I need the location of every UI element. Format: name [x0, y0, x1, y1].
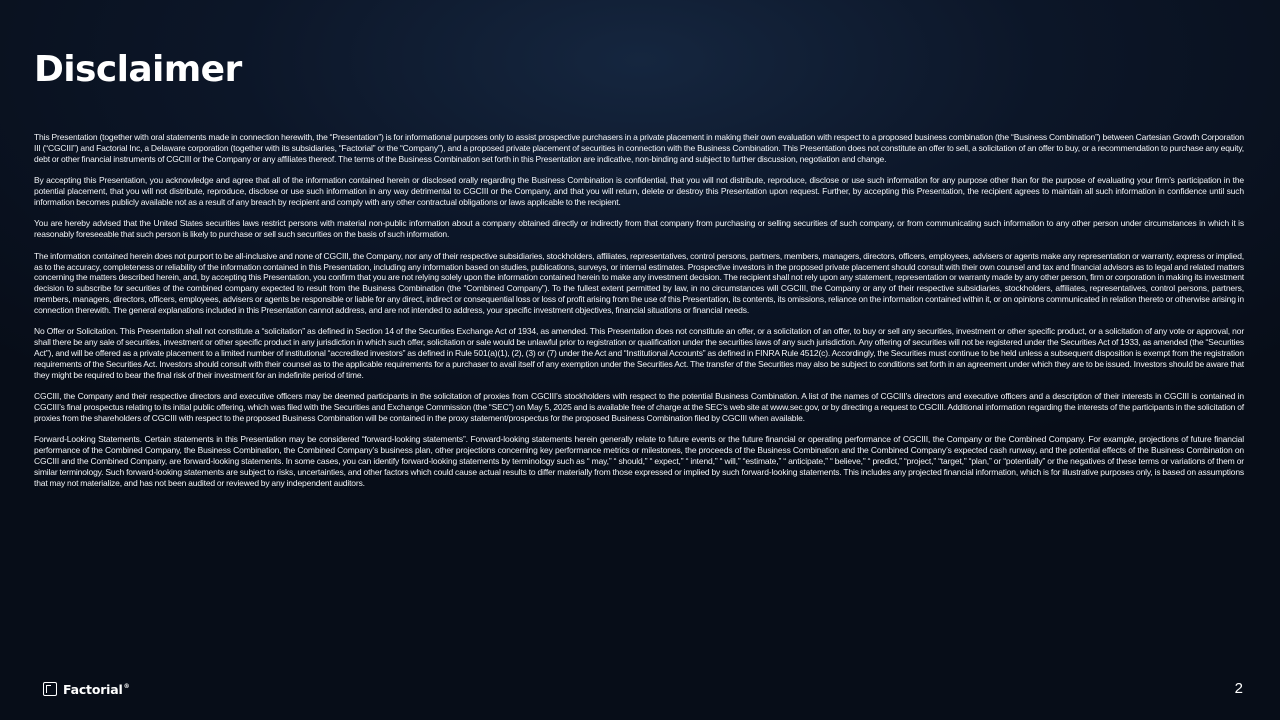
logo-text — [63, 682, 129, 697]
page-number: 2 — [1234, 680, 1243, 697]
paragraph-intro: This Presentation (together with oral statements made in connection herewith, the “Presentation”) is for informational purposes only to assist prospective purchasers in a private placement in making their own evaluation with respect to a proposed business combination (the “Business Combination”) between Cartesian Growth Corporation III (“CGCIII”) and Factorial Inc, a Delaware corporation (together with its subsidiaries, “Factorial” or the “Company”), and a proposed private placement of securities in connection with the Business Combination. This Presentation does not constitute an offer to sell, a solicitation of an offer to buy, or a recommendation to purchase any equity, debt or other financial instruments of CGCIII or the Company or any affiliates thereof. The terms of the Business Combination set forth in this Presentation are indicative, non-binding and subject to further discussion, negotiation and change. — [34, 132, 1244, 164]
registered-mark: ® — [123, 683, 130, 691]
paragraph-no-offer: No Offer or Solicitation. This Presentation shall not constitute a “solicitation” as defined in Section 14 of the Securities Exchange Act of 1934, as amended. This Presentation does not constitute an offer, or a solicitation of an offer, to buy or sell any securities, investment or other specific product, or a solicitation of any vote or approval, nor shall there be any sale of securities, investment or other specific product in any jurisdiction in which such offer, solicitation or sale would be unlawful prior to registration or qualification under the securities laws of any such jurisdiction. Any offering of securities will not be registered under the Securities Act of 1933, as amended (the “Securities Act”), and will be offered as a private placement to a limited number of institutional “accredited investors” as defined in Rule 501(a)(1), (2), (3) or (7) under the Act and “Institutional Accounts” as defined in FINRA Rule 4512(c). Accordingly, the Securities must continue to be held unless a subsequent disposition is exempt from the registration requirements of the Securities Act. Investors should consult with their counsel as to the applicable requirements for a purchaser to avail itself of any exemption under the Securities Act. The transfer of the Securities may also be subject to conditions set forth in an agreement under which they are to be issued. Investors should be aware that they might be required to bear the final risk of their investment for an indefinite period of time. — [34, 326, 1244, 380]
paragraph-forward-looking: Forward-Looking Statements. Certain statements in this Presentation may be considered “forward-looking statements”. Forward-looking statements herein generally relate to future events or the future financial or operating performance of CGCIII, the Company or the Combined Company. For example, projections of future financial performance of the Combined Company, the Business Combination, the Combined Company’s business plan, other projections concerning key performance metrics or milestones, the proceeds of the Business Combination and the Combined Company’s expected cash runway, and the potential effects of the Business Combination on CGCIII and the Combined Company, are forward-looking statements. In some cases, you can identify forward-looking statements by terminology such as “ may,” “ should,” “ expect,” “ intend,” “ will,” “estimate,” “ anticipate,” “ believe,” “ predict,” “project,” “target,” “plan,” or “potentially” or the negatives of these terms or variations of them or similar terminology. Such forward-looking statements are subject to risks, uncertainties, and other factors which could cause actual results to differ materially from those expressed or implied by such forward-looking statements. This includes any projected financial information, which is for illustrative purposes only, is based on assumptions that may not materialize, and has not been audited or reviewed by any independent auditors. — [34, 434, 1244, 488]
paragraph-participants: CGCIII, the Company and their respective directors and executive officers may be deemed participants in the solicitation of proxies from CGCIII’s stockholders with respect to the potential Business Combination. A list of the names of CGCIII’s directors and executive officers and a description of their interests in CGCIII is contained in CGCIII’s final prospectus relating to its initial public offering, which was filed with the Securities and Exchange Commission (the “SEC”) on May 5, 2025 and is available free of charge at the SEC’s web site at www.sec.gov, or by directing a request to CGCIII. Additional information regarding the interests of the participants in the solicitation of proxies from the shareholders of CGCIII with respect to the proposed Business Combination will be contained in the proxy statement/prospectus for the proposed Business Combination filed by CGCIII when available. — [34, 391, 1244, 423]
page-title: Disclaimer — [34, 49, 242, 90]
factorial-logo-icon — [43, 682, 57, 696]
paragraph-securities-laws: You are hereby advised that the United States securities laws restrict persons with material non-public information about a company obtained directly or indirectly from that company from purchasing or selling securities of such company, or from communicating such information to any other person under circumstances in which it is reasonably foreseeable that such person is likely to purchase or sell such securities on the basis of such information. — [34, 218, 1244, 240]
disclaimer-body — [34, 132, 1244, 499]
paragraph-no-representation: The information contained herein does not purport to be all-inclusive and none of CGCIII, the Company, nor any of their respective subsidiaries, stockholders, affiliates, representatives, control persons, partners, members, managers, directors, officers, employees, advisers or agents make any representation or warranty, express or implied, as to the accuracy, completeness or reliability of the information contained in this Presentation, including any information based on studies, publications, surveys, or internal estimates. Prospective investors in the proposed private placement should consult with their own counsel and tax and financial advisors as to legal and related matters concerning the matters described herein, and, by accepting this Presentation, you confirm that you are not relying solely upon the information contained herein to make any investment decision. The recipient shall not rely upon any statement, representation or warranty made by any other person, firm or corporation in making its investment decision to subscribe for securities of the combined company expected to result from the Business Combination (the “Combined Company”). To the fullest extent permitted by law, in no circumstances will CGCIII, the Company or any of their respective subsidiaries, stockholders, affiliates, representatives, control persons, partners, members, managers, directors, officers, employees, advisers or agents be responsible or liable for any direct, indirect or consequential loss or loss of profit arising from the use of this Presentation, its contents, its omissions, reliance on the information contained within it, or on opinions communicated in relation thereto or otherwise arising in connection therewith. The general explanations included in this Presentation cannot address, and are not intended to address, your specific investment objectives, financial situations or financial needs. — [34, 250, 1245, 315]
factorial-logo — [43, 680, 129, 698]
paragraph-confidentiality: By accepting this Presentation, you acknowledge and agree that all of the information contained herein or disclosed orally regarding the Business Combination is confidential, that you will not distribute, reproduce, disclose or use such information for any purpose other than for the purpose of evaluating your firm’s participation in the potential placement, that you will not distribute, reproduce, disclose or use such information in any way detrimental to CGCIII or the Company, and that you will return, delete or destroy this Presentation upon request. Further, by accepting this Presentation, the recipient agrees to maintain all such information in confidence until such information becomes publicly available not as a result of any breach by recipient and comply with any other contractual obligations or laws applicable to the recipient. — [34, 175, 1244, 207]
logo-name: Factorial — [63, 681, 123, 697]
